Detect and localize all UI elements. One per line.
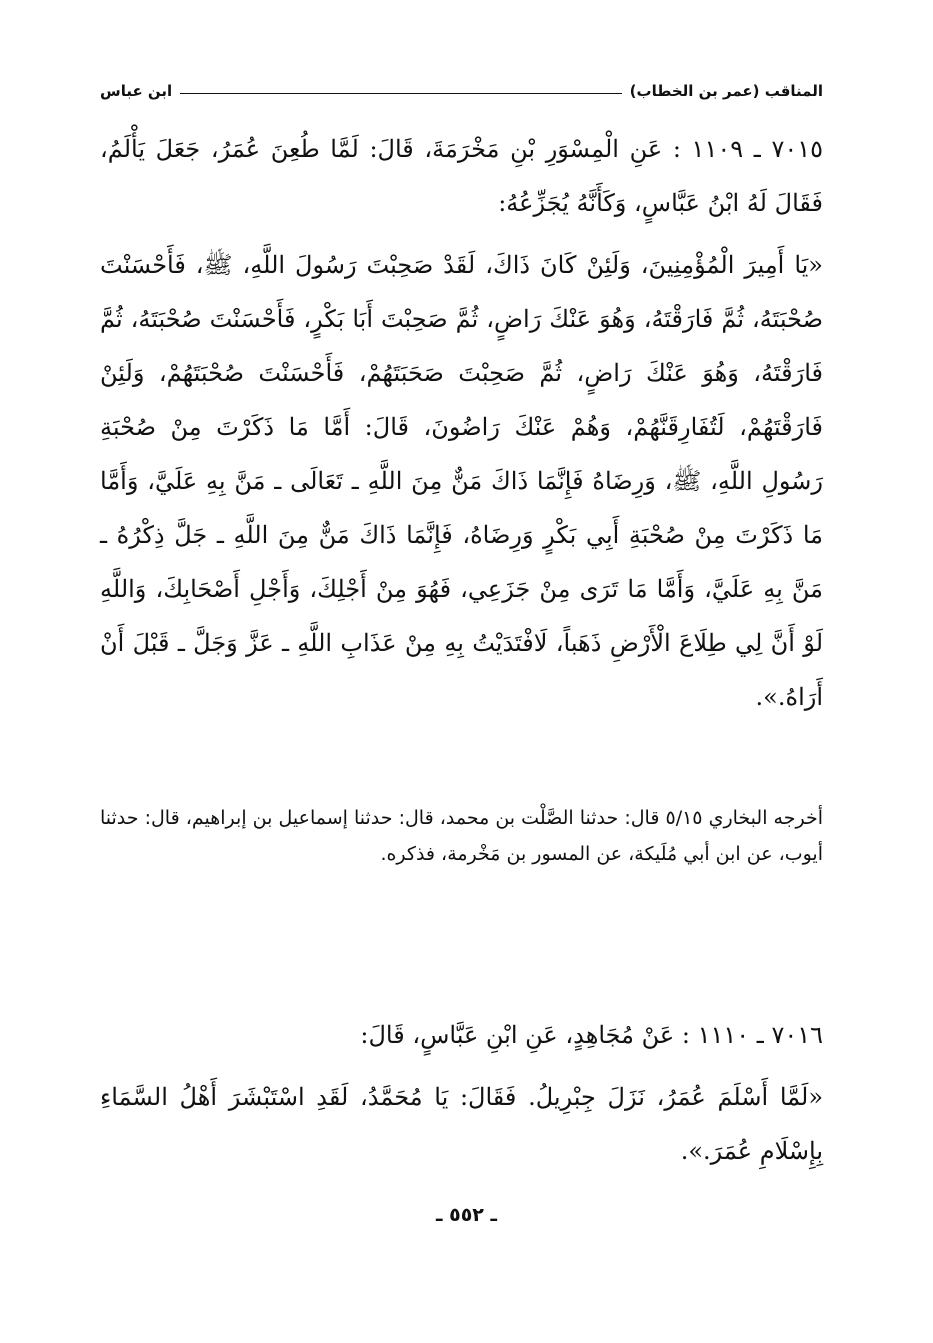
page-number: ـ ٥٥٢ ـ [435, 1204, 497, 1226]
hadith-7015-isnad: ٧٠١٥ ـ ١١٠٩ : عَنِ الْمِسْوَرِ بْنِ مَخْرَمَةَ، قَالَ: لَمَّا طُعِنَ عُمَرُ، جَعَلَ يَأْلَمُ، فَقَالَ لَهُ ابْنُ عَبَّاسٍ، وَكَأَنَّهُ يُجَزِّعُهُ: [100, 135, 823, 217]
running-header [100, 78, 823, 104]
hadith-7015-takhrij: أخرجه البخاري ٥/١٥ قال: حدثنا الصَّلْت بن محمد، قال: حدثنا إسماعيل بن إبراهيم، قال: حدثنا أيوب، عن ابن أبي مُلَيكة، عن المسور بن مَخْرمة، فذكره. [100, 807, 823, 865]
header-rule [180, 93, 621, 94]
hadith-7016-isnad: ٧٠١٦ ـ ١١١٠ : عَنْ مُجَاهِدٍ، عَنِ ابْنِ عَبَّاسٍ، قَالَ: [360, 1021, 823, 1049]
running-header-narrator: ابن عباس [100, 82, 173, 100]
hadith-7016-matn: «لَمَّا أَسْلَمَ عُمَرُ، نَزَلَ جِبْرِيلُ. فَقَالَ: يَا مُحَمَّدُ، لَقَدِ اسْتَبْشَرَ أَهْلُ السَّمَاءِ بِإِسْلَامِ عُمَرَ.». [100, 1083, 823, 1165]
hadith-7015-matn: «يَا أَمِيرَ الْمُؤْمِنِينَ، وَلَئِنْ كَانَ ذَاكَ، لَقَدْ صَحِبْتَ رَسُولَ اللَّهِ، ﷺ، فَأَحْسَنْتَ صُحْبَتَهُ، ثُمَّ فَارَقْتَهُ، وَهُوَ عَنْكَ رَاضٍ، ثُمَّ صَحِبْتَ أَبَا بَكْرٍ، فَأَحْسَنْتَ صُحْبَتَهُ، ثُمَّ فَارَقْتَهُ، وَهُوَ عَنْكَ رَاضٍ، ثُمَّ صَحِبْتَ صَحَبَتَهُمْ، فَأَحْسَنْتَ صُحْبَتَهُمْ، وَلَئِنْ فَارَقْتَهُمْ، لَتُفَارِقَنَّهُمْ، وَهُمْ عَنْكَ رَاضُونَ، قَالَ: أَمَّا مَا ذَكَرْتَ مِنْ صُحْبَةِ رَسُولِ اللَّهِ، ﷺ، وَرِضَاهُ فَإِنَّمَا ذَاكَ مَنٌّ مِنَ اللَّهِ ـ تَعَالَى ـ مَنَّ بِهِ عَلَيَّ، وَأَمَّا مَا ذَكَرْتَ مِنْ صُحْبَةِ أَبِي بَكْرٍ وَرِضَاهُ، فَإِنَّمَا ذَاكَ مَنٌّ مِنَ اللَّهِ ـ جَلَّ ذِكْرُهُ ـ مَنَّ بِهِ عَلَيَّ، وَأَمَّا مَا تَرَى مِنْ جَزَعِي، فَهُوَ مِنْ أَجْلِكَ، وَأَجْلِ أَصْحَابِكَ، وَاللَّهِ لَوْ أَنَّ لِي طِلَاعَ الْأَرْضِ ذَهَباً، لَافْتَدَيْتُ بِهِ مِنْ عَذَابِ اللَّهِ ـ عَزَّ وَجَلَّ ـ قَبْلَ أَنْ أَرَاهُ.». [100, 251, 823, 711]
running-header-chapter: المناقب (عمر بن الخطاب) [629, 82, 823, 100]
